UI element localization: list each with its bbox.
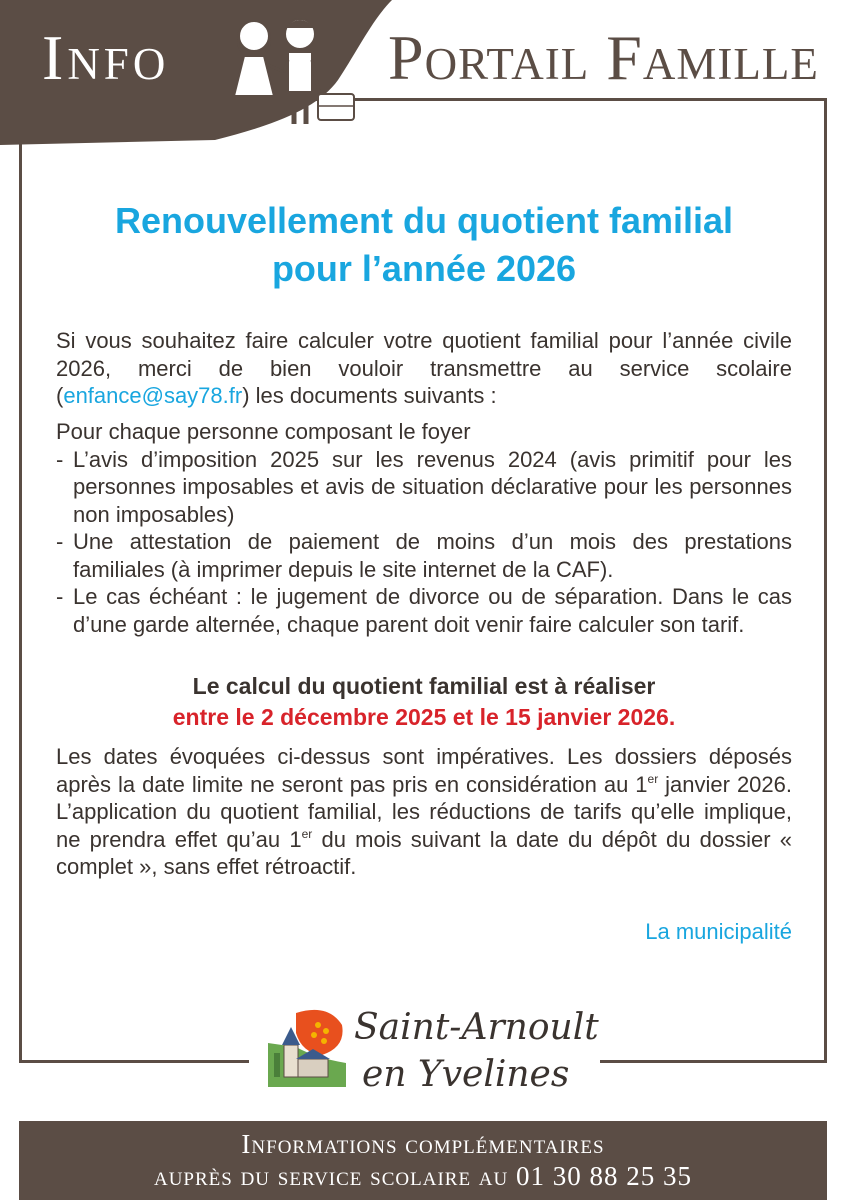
town-emblem-icon — [266, 1003, 348, 1089]
logo-text-line-1: Saint-Arnoult — [354, 1007, 599, 1048]
deadline-highlight — [40, 671, 808, 733]
title-line-1: Renouvellement du quotient familial — [114, 200, 734, 241]
title-line-2: pour l’année 2026 — [271, 248, 577, 289]
deadline-line-2: entre le 2 décembre 2025 et le 15 janvier 2026. — [172, 704, 676, 730]
list-item: - L’avis d’imposition 2025 sur les revenus 2024 (avis primitif pour les personnes imposables et avis de situation déclarative pour les personnes non imposables) — [56, 446, 792, 529]
intro-text-before: Si vous souhaitez faire calculer votre quotient familial pour l’année civile 2026, merci de bien vouloir transmettre au service scolaire ( — [56, 328, 792, 408]
frame-bottom-left-border — [19, 1060, 249, 1063]
page-title — [40, 197, 808, 293]
notice-paragraph — [56, 743, 792, 881]
notice-superscript-2: er — [301, 826, 313, 841]
header-portail-famille-label: Portail Famille — [388, 22, 819, 93]
list-item: - Une attestation de paiement de moins d’un mois des prestations familiales (à imprimer depuis le site internet de la CAF). — [56, 528, 792, 583]
logo-text-line-2: en Yvelines — [362, 1054, 570, 1095]
notice-text-3: du mois suivant la date du dépôt du dossier « complet », sans effet rétroactif. — [56, 826, 792, 879]
notice-superscript-1: er — [647, 771, 659, 786]
intro-text-after: ) les documents suivants : — [242, 383, 497, 408]
email-link[interactable]: enfance@say78.fr — [63, 383, 243, 408]
children-icon — [222, 6, 372, 131]
frame-bottom-right-border — [600, 1060, 827, 1063]
signature: La municipalité — [645, 919, 792, 944]
notice-text-1: Les dates évoquées ci-dessus sont impératives. Les dossiers déposés après la date limite ne seront pas pris en considération au 1 — [56, 744, 792, 797]
header — [0, 0, 848, 145]
footer-banner — [19, 1121, 827, 1200]
list-item: - Le cas échéant : le jugement de divorce ou de séparation. Dans le cas d’une garde alternée, chaque parent doit venir faire calculer son tarif. — [56, 583, 792, 638]
town-logo — [262, 1000, 602, 1100]
header-info-label: Info — [42, 22, 170, 93]
deadline-line-1: Le calcul du quotient familial est à réaliser — [192, 673, 656, 699]
footer-line-2: auprès du service scolaire au 01 30 88 25 35 — [153, 1161, 693, 1191]
notice-text-2: janvier 2026. L’application du quotient familial, les réductions de tarifs qu’elle implique, ne prendra effet qu’au 1 — [56, 771, 792, 852]
documents-lead: Pour chaque personne composant le foyer — [56, 419, 471, 444]
documents-section — [56, 418, 792, 638]
intro-paragraph — [56, 327, 792, 410]
footer-line-1: Informations complémentaires — [241, 1129, 605, 1159]
documents-list — [56, 446, 792, 639]
